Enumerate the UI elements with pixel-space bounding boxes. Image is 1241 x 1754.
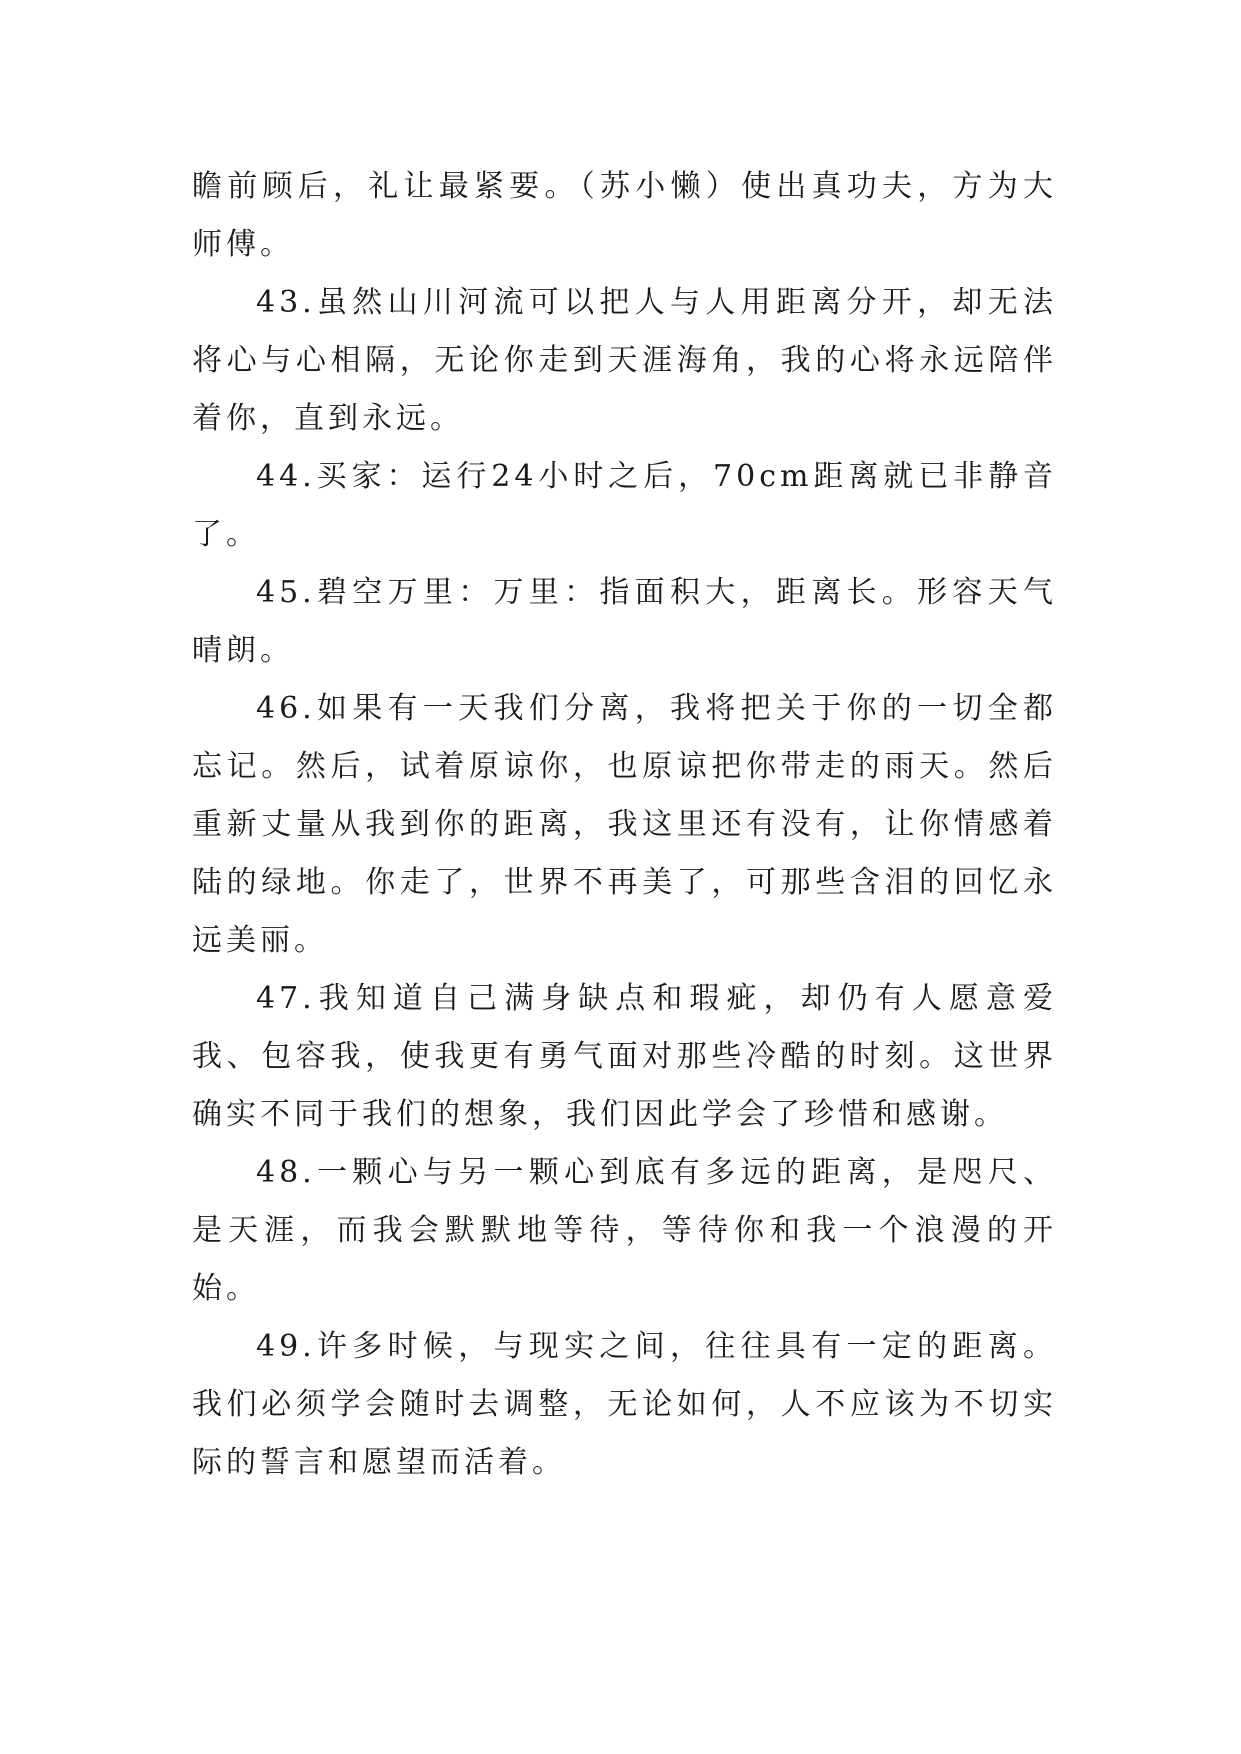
document-body (192, 158, 1057, 1492)
paragraph-43: 43.虽然山川河流可以把人与人用距离分开，却无法将心与心相隔，无论你走到天涯海角，我的心将永远陪伴着你，直到永远。 (192, 285, 1057, 436)
paragraph-44: 44.买家：运行24小时之后，70cm距离就已非静音了。 (192, 459, 1057, 552)
paragraph-48: 48.一颗心与另一颗心到底有多远的距离，是咫尺、是天涯，而我会默默地等待，等待你和我一个浪漫的开始。 (192, 1155, 1057, 1306)
paragraph-49: 49.许多时候，与现实之间，往往具有一定的距离。我们必须学会随时去调整，无论如何，人不应该为不切实际的誓言和愿望而活着。 (192, 1329, 1057, 1480)
paragraph-46: 46.如果有一天我们分离，我将把关于你的一切全都忘记。然后，试着原谅你，也原谅把你带走的雨天。然后重新丈量从我到你的距离，我这里还有没有，让你情感着陆的绿地。你走了，世界不再美了，可那些含泪的回忆永远美丽。 (192, 691, 1057, 958)
paragraph-45: 45.碧空万里：万里：指面积大，距离长。形容天气晴朗。 (192, 575, 1057, 668)
paragraph-47: 47.我知道自己满身缺点和瑕疵，却仍有人愿意爱我、包容我，使我更有勇气面对那些冷酷的时刻。这世界确实不同于我们的想象，我们因此学会了珍惜和感谢。 (192, 981, 1057, 1132)
paragraph-continuation: 瞻前顾后，礼让最紧要。（苏小懒）使出真功夫，方为大师傅。 (192, 169, 1057, 262)
